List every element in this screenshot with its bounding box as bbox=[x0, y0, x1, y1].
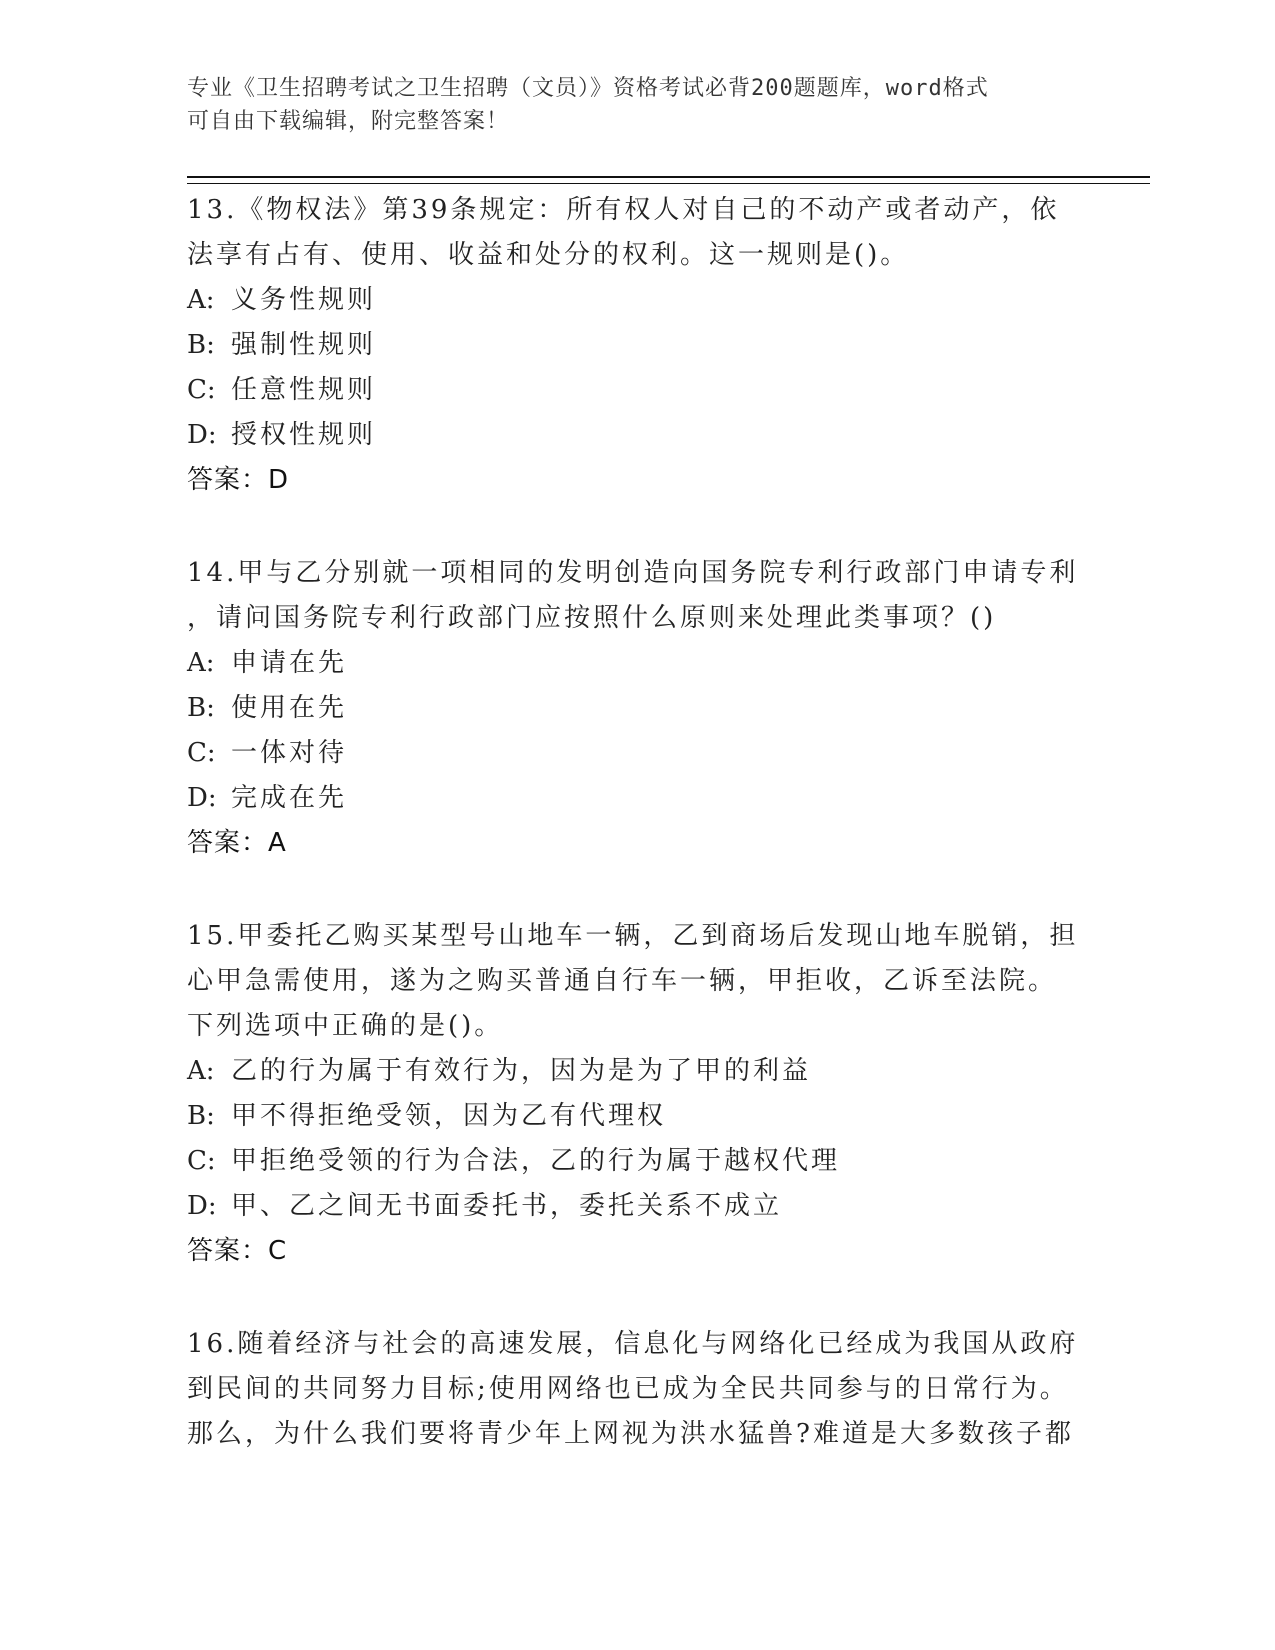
question-text-line: ，请问国务院专利行政部门应按照什么原则来处理此类事项？() bbox=[187, 603, 997, 633]
question-text-line: 14.甲与乙分别就一项相同的发明创造向国务院专利行政部门申请专利 bbox=[187, 558, 1079, 588]
question-text-line: 法享有占有、使用、收益和处分的权利。这一规则是()。 bbox=[187, 240, 910, 270]
question-text-line: 15.甲委托乙购买某型号山地车一辆，乙到商场后发现山地车脱销，担 bbox=[187, 921, 1079, 951]
question-text-line: 下列选项中正确的是()。 bbox=[187, 1011, 504, 1041]
option-letter: C: bbox=[187, 738, 216, 768]
answer-option bbox=[187, 413, 1087, 458]
header-line-1: 专业《卫生招聘考试之卫生招聘（文员）》资格考试必背200题题库，word格式 bbox=[187, 76, 989, 101]
option-letter: A: bbox=[187, 285, 215, 315]
question-text-line: 心甲急需使用，遂为之购买普通自行车一辆，甲拒收，乙诉至法院。 bbox=[187, 966, 1058, 996]
option-letter: B: bbox=[187, 1101, 215, 1131]
header-divider-thin bbox=[187, 183, 1150, 184]
option-text: 使用在先 bbox=[231, 693, 348, 723]
question-block bbox=[187, 914, 1087, 1274]
header-divider-thick bbox=[187, 176, 1150, 178]
option-text: 乙的行为属于有效行为，因为是为了甲的利益 bbox=[231, 1056, 812, 1086]
question-text-line: 到民间的共同努力目标;使用网络也已成为全民共同参与的日常行为。 bbox=[187, 1374, 1069, 1404]
question-text-line: 那么，为什么我们要将青少年上网视为洪水猛兽?难道是大多数孩子都 bbox=[187, 1419, 1074, 1449]
option-letter: B: bbox=[187, 330, 215, 360]
option-letter: C: bbox=[187, 1146, 216, 1176]
answer-option bbox=[187, 1049, 1087, 1094]
question-text-line: 13.《物权法》第39条规定：所有权人对自己的不动产或者动产，依 bbox=[187, 195, 1060, 225]
option-text: 授权性规则 bbox=[231, 420, 377, 450]
option-letter: D: bbox=[187, 783, 217, 813]
answer-option bbox=[187, 776, 1087, 821]
answer-option bbox=[187, 1094, 1087, 1139]
option-text: 申请在先 bbox=[231, 648, 348, 678]
answer-option bbox=[187, 641, 1087, 686]
question-block bbox=[187, 1322, 1087, 1457]
option-letter: D: bbox=[187, 1191, 217, 1221]
option-text: 甲不得拒绝受领，因为乙有代理权 bbox=[231, 1101, 667, 1131]
option-text: 一体对待 bbox=[231, 738, 348, 768]
answer-option bbox=[187, 323, 1087, 368]
answer-option bbox=[187, 278, 1087, 323]
option-text: 甲拒绝受领的行为合法，乙的行为属于越权代理 bbox=[231, 1146, 841, 1176]
answer-option bbox=[187, 686, 1087, 731]
option-letter: A: bbox=[187, 1056, 215, 1086]
option-letter: B: bbox=[187, 693, 215, 723]
answer-option bbox=[187, 731, 1087, 776]
option-text: 强制性规则 bbox=[231, 330, 377, 360]
answer-key: 答案：D bbox=[187, 465, 290, 495]
option-letter: D: bbox=[187, 420, 217, 450]
question-block bbox=[187, 188, 1087, 503]
option-letter: A: bbox=[187, 648, 215, 678]
question-list bbox=[187, 188, 1087, 1505]
option-text: 任意性规则 bbox=[231, 375, 377, 405]
answer-option bbox=[187, 1139, 1087, 1184]
option-text: 完成在先 bbox=[231, 783, 348, 813]
option-text: 甲、乙之间无书面委托书，委托关系不成立 bbox=[231, 1191, 783, 1221]
document-header bbox=[187, 72, 1067, 138]
question-block bbox=[187, 551, 1087, 866]
answer-key: 答案：A bbox=[187, 828, 287, 858]
answer-key: 答案：C bbox=[187, 1236, 288, 1266]
answer-option bbox=[187, 368, 1087, 413]
header-line-2: 可自由下载编辑，附完整答案！ bbox=[187, 109, 510, 134]
option-text: 义务性规则 bbox=[231, 285, 377, 315]
question-text-line: 16.随着经济与社会的高速发展，信息化与网络化已经成为我国从政府 bbox=[187, 1329, 1079, 1359]
answer-option bbox=[187, 1184, 1087, 1229]
option-letter: C: bbox=[187, 375, 216, 405]
